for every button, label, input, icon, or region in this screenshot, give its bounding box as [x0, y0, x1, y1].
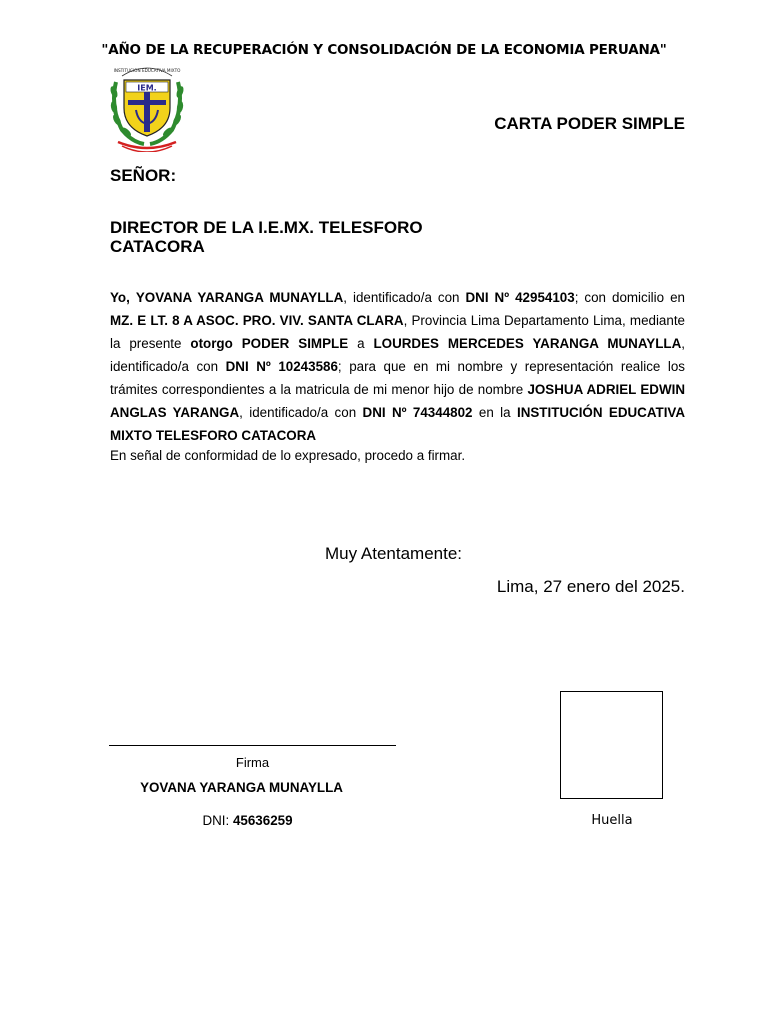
agent-dni: DNI Nº 10243586: [225, 359, 338, 374]
salutation: SEÑOR:: [110, 166, 177, 185]
thumbprint-label: Huella: [591, 813, 633, 828]
grantor-dni: DNI Nº 42954103: [465, 290, 575, 305]
grantor-name: YOVANA YARANGA MUNAYLLA: [135, 290, 344, 305]
agent-name: LOURDES MERCEDES YARANGA MUNAYLLA: [373, 336, 682, 351]
identified-text-3: , identificado/a con: [239, 405, 363, 420]
location-text: , Provincia Lima Departamento Lima, mediante la presente: [110, 313, 685, 351]
identified-text-1: , identificado/a con: [343, 290, 466, 305]
body-paragraph: [110, 286, 685, 447]
recipient: DIRECTOR DE LA I.E.MX. TELESFORO CATACORA: [110, 218, 423, 256]
closing-line: En señal de conformidad de lo expresado, procedo a firmar.: [110, 448, 466, 463]
dni-value: 45636259: [232, 813, 293, 828]
school-crest-logo: [108, 62, 186, 152]
firma-label: Firma: [235, 755, 270, 770]
year-title: "AÑO DE LA RECUPERACIÓN Y CONSOLIDACIÓN DE LA ECONOMIA PERUANA": [101, 42, 667, 58]
purpose-text: ; para que en mi nombre y representación realice los trámites correspondientes a la matricula de mi menor hijo de nombre: [110, 359, 685, 397]
thumbprint-box: [560, 691, 663, 799]
letter-body: [110, 286, 685, 447]
svg-text:IEM.: IEM.: [137, 83, 157, 93]
identified-text-2: , identificado/a con: [110, 336, 685, 374]
svg-text:INSTITUCION EDUCATIVA MIXTO: INSTITUCION EDUCATIVA MIXTO: [113, 68, 181, 73]
signer-dni: [109, 813, 386, 828]
grantor-address: MZ. E LT. 8 A ASOC. PRO. VIV. SANTA CLARA: [110, 313, 404, 328]
signer-name: YOVANA YARANGA MUNAYLLA: [140, 780, 343, 795]
to-text: a: [348, 336, 374, 351]
institution-name: INSTITUCIÓN EDUCATIVA MIXTO TELESFORO CATACORA: [110, 405, 686, 443]
document-title: CARTA PODER SIMPLE: [494, 114, 685, 133]
domicile-text: ; con domicilio en: [574, 290, 685, 305]
dni-label: DNI:: [202, 813, 233, 828]
signature-line: [109, 745, 396, 746]
yo-word: Yo,: [110, 290, 130, 305]
in-text: en la: [472, 405, 517, 420]
child-dni: DNI Nº 74344802: [362, 405, 473, 420]
grant-phrase: otorgo PODER SIMPLE: [190, 336, 349, 351]
regards: Muy Atentamente:: [325, 544, 463, 563]
school-crest-icon: [108, 62, 186, 152]
child-name: JOSHUA ADRIEL EDWIN ANGLAS YARANGA: [110, 382, 685, 420]
letter-date: Lima, 27 enero del 2025.: [496, 577, 685, 596]
